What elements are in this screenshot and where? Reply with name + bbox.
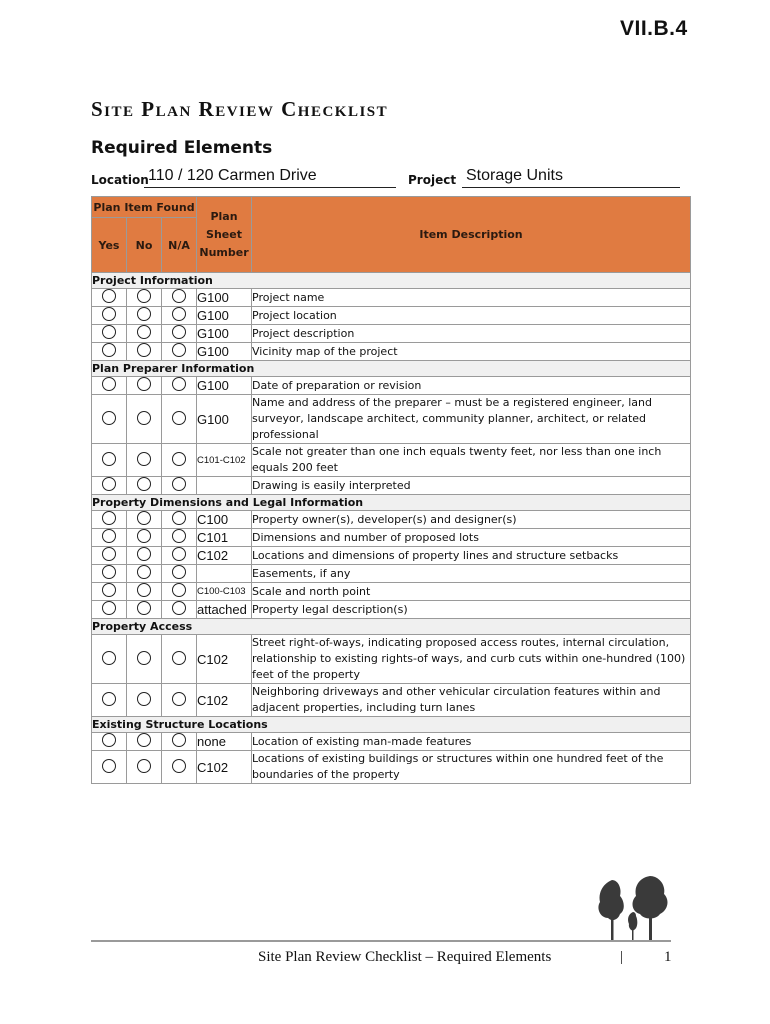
- location-label: Location: [91, 173, 149, 187]
- plan-sheet-cell[interactable]: C102: [197, 635, 252, 684]
- plan-sheet-cell[interactable]: none: [197, 733, 252, 751]
- checklist-row: [92, 307, 691, 325]
- checklist-row: [92, 511, 691, 529]
- checklist-row: [92, 583, 691, 601]
- item-description-cell: Scale and north point: [252, 583, 691, 601]
- na-radio-circle-icon[interactable]: [172, 692, 186, 706]
- plan-sheet-cell[interactable]: C101-C102: [197, 444, 252, 477]
- section-title: Property Dimensions and Legal Information: [92, 495, 691, 511]
- item-description-cell: Property legal description(s): [252, 601, 691, 619]
- trees-logo-icon: [588, 876, 682, 942]
- item-description-cell: Scale not greater than one inch equals twenty feet, nor less than one inch equals 200 feet: [252, 444, 691, 477]
- yes-radio-circle-icon[interactable]: [102, 583, 116, 597]
- plan-sheet-cell[interactable]: G100: [197, 343, 252, 361]
- no-option-cell: [127, 377, 162, 395]
- section-title: Existing Structure Locations: [92, 717, 691, 733]
- item-description-cell: Vicinity map of the project: [252, 343, 691, 361]
- checklist-row: [92, 325, 691, 343]
- checklist-row: [92, 529, 691, 547]
- yes-radio-circle-icon[interactable]: [102, 529, 116, 543]
- yes-radio-circle-icon[interactable]: [102, 289, 116, 303]
- checklist-row: [92, 343, 691, 361]
- section-title: Plan Preparer Information: [92, 361, 691, 377]
- no-radio-circle-icon[interactable]: [137, 565, 151, 579]
- project-label: Project: [408, 173, 457, 187]
- plan-sheet-cell[interactable]: [197, 565, 252, 583]
- na-option-cell: [162, 444, 197, 477]
- yes-radio-circle-icon[interactable]: [102, 325, 116, 339]
- na-radio-circle-icon[interactable]: [172, 529, 186, 543]
- na-radio-circle-icon[interactable]: [172, 759, 186, 773]
- na-option-cell: [162, 547, 197, 565]
- no-radio-circle-icon[interactable]: [137, 601, 151, 615]
- na-option-cell: [162, 601, 197, 619]
- no-option-cell: [127, 751, 162, 784]
- plan-sheet-cell[interactable]: C100-C103: [197, 583, 252, 601]
- yes-option-cell: [92, 547, 127, 565]
- location-field[interactable]: 110 / 120 Carmen Drive: [144, 166, 396, 188]
- yes-option-cell: [92, 684, 127, 717]
- project-field[interactable]: Storage Units: [462, 166, 680, 188]
- yes-radio-circle-icon[interactable]: [102, 377, 116, 391]
- no-radio-circle-icon[interactable]: [137, 651, 151, 665]
- na-option-cell: [162, 377, 197, 395]
- yes-option-cell: [92, 325, 127, 343]
- yes-option-cell: [92, 529, 127, 547]
- section-row: [92, 361, 691, 377]
- plan-sheet-cell[interactable]: [197, 477, 252, 495]
- plan-sheet-cell[interactable]: C102: [197, 547, 252, 565]
- yes-option-cell: [92, 583, 127, 601]
- yes-radio-circle-icon[interactable]: [102, 651, 116, 665]
- document-title: Site Plan Review Checklist: [91, 97, 389, 121]
- no-radio-circle-icon[interactable]: [137, 511, 151, 525]
- no-option-cell: [127, 565, 162, 583]
- na-radio-circle-icon[interactable]: [172, 601, 186, 615]
- yes-option-cell: [92, 343, 127, 361]
- na-radio-circle-icon[interactable]: [172, 307, 186, 321]
- na-radio-circle-icon[interactable]: [172, 325, 186, 339]
- yes-radio-circle-icon[interactable]: [102, 565, 116, 579]
- na-header: N/A: [162, 218, 197, 273]
- no-radio-circle-icon[interactable]: [137, 529, 151, 543]
- page-number: 1: [664, 949, 672, 965]
- table-header-row: [92, 197, 691, 218]
- no-radio-circle-icon[interactable]: [137, 452, 151, 466]
- no-radio-circle-icon[interactable]: [137, 547, 151, 561]
- checklist-table: [91, 196, 691, 784]
- checklist-row: [92, 547, 691, 565]
- item-description-cell: Locations and dimensions of property lines and structure setbacks: [252, 547, 691, 565]
- na-radio-circle-icon[interactable]: [172, 343, 186, 357]
- na-radio-circle-icon[interactable]: [172, 547, 186, 561]
- no-radio-circle-icon[interactable]: [137, 583, 151, 597]
- no-option-cell: [127, 635, 162, 684]
- plan-sheet-cell[interactable]: G100: [197, 325, 252, 343]
- item-description-cell: Street right-of-ways, indicating proposed access routes, internal circulation, relationship to existing rights-of ways, and curb cuts within one-hundred (100) feet of the property: [252, 635, 691, 684]
- yes-option-cell: [92, 511, 127, 529]
- checklist-row: [92, 444, 691, 477]
- yes-option-cell: [92, 565, 127, 583]
- item-description-cell: Project name: [252, 289, 691, 307]
- item-description-cell: Locations of existing buildings or structures within one hundred feet of the boundaries of the property: [252, 751, 691, 784]
- no-option-cell: [127, 343, 162, 361]
- no-option-cell: [127, 511, 162, 529]
- yes-option-cell: [92, 635, 127, 684]
- item-description-cell: Drawing is easily interpreted: [252, 477, 691, 495]
- na-option-cell: [162, 343, 197, 361]
- na-option-cell: [162, 395, 197, 444]
- item-description-header: Item Description: [252, 197, 691, 273]
- plan-sheet-cell[interactable]: G100: [197, 377, 252, 395]
- plan-sheet-cell[interactable]: G100: [197, 289, 252, 307]
- na-radio-circle-icon[interactable]: [172, 411, 186, 425]
- no-option-cell: [127, 477, 162, 495]
- no-radio-circle-icon[interactable]: [137, 477, 151, 491]
- section-row: [92, 273, 691, 289]
- na-radio-circle-icon[interactable]: [172, 733, 186, 747]
- item-description-cell: Location of existing man-made features: [252, 733, 691, 751]
- no-radio-circle-icon[interactable]: [137, 411, 151, 425]
- section-row: [92, 619, 691, 635]
- yes-option-cell: [92, 733, 127, 751]
- yes-radio-circle-icon[interactable]: [102, 452, 116, 466]
- yes-option-cell: [92, 601, 127, 619]
- item-description-cell: Name and address of the preparer – must be a registered engineer, land surveyor, landscape architect, community planner, architect, or related professional: [252, 395, 691, 444]
- plan-sheet-cell[interactable]: C102: [197, 751, 252, 784]
- yes-radio-circle-icon[interactable]: [102, 511, 116, 525]
- yes-radio-circle-icon[interactable]: [102, 547, 116, 561]
- no-option-cell: [127, 289, 162, 307]
- yes-option-cell: [92, 307, 127, 325]
- na-radio-circle-icon[interactable]: [172, 452, 186, 466]
- yes-option-cell: [92, 751, 127, 784]
- checklist-row: [92, 565, 691, 583]
- na-option-cell: [162, 751, 197, 784]
- yes-option-cell: [92, 377, 127, 395]
- na-radio-circle-icon[interactable]: [172, 477, 186, 491]
- no-option-cell: [127, 307, 162, 325]
- no-option-cell: [127, 547, 162, 565]
- na-option-cell: [162, 684, 197, 717]
- plan-item-found-header: Plan Item Found: [92, 197, 197, 218]
- na-option-cell: [162, 733, 197, 751]
- plan-sheet-cell[interactable]: C102: [197, 684, 252, 717]
- checklist-row: [92, 377, 691, 395]
- na-radio-circle-icon[interactable]: [172, 565, 186, 579]
- yes-radio-circle-icon[interactable]: [102, 759, 116, 773]
- yes-radio-circle-icon[interactable]: [102, 477, 116, 491]
- na-option-cell: [162, 477, 197, 495]
- plan-sheet-cell[interactable]: G100: [197, 395, 252, 444]
- na-option-cell: [162, 511, 197, 529]
- footer-title: Site Plan Review Checklist – Required Elements: [258, 949, 552, 965]
- na-option-cell: [162, 289, 197, 307]
- no-option-cell: [127, 733, 162, 751]
- document-subtitle: Required Elements: [91, 138, 273, 158]
- no-option-cell: [127, 444, 162, 477]
- na-option-cell: [162, 325, 197, 343]
- checklist-row: [92, 601, 691, 619]
- plan-sheet-cell[interactable]: C100: [197, 511, 252, 529]
- section-row: [92, 495, 691, 511]
- no-option-cell: [127, 601, 162, 619]
- no-radio-circle-icon[interactable]: [137, 759, 151, 773]
- yes-radio-circle-icon[interactable]: [102, 307, 116, 321]
- plan-sheet-cell[interactable]: C101: [197, 529, 252, 547]
- item-description-cell: Project description: [252, 325, 691, 343]
- na-radio-circle-icon[interactable]: [172, 651, 186, 665]
- checklist-row: [92, 635, 691, 684]
- yes-header: Yes: [92, 218, 127, 273]
- na-radio-circle-icon[interactable]: [172, 511, 186, 525]
- plan-sheet-cell[interactable]: G100: [197, 307, 252, 325]
- yes-option-cell: [92, 289, 127, 307]
- checklist-row: [92, 289, 691, 307]
- no-header: No: [127, 218, 162, 273]
- no-radio-circle-icon[interactable]: [137, 289, 151, 303]
- no-option-cell: [127, 583, 162, 601]
- yes-radio-circle-icon[interactable]: [102, 733, 116, 747]
- plan-sheet-cell[interactable]: attached: [197, 601, 252, 619]
- na-option-cell: [162, 583, 197, 601]
- no-radio-circle-icon[interactable]: [137, 377, 151, 391]
- na-option-cell: [162, 635, 197, 684]
- section-title: Property Access: [92, 619, 691, 635]
- yes-radio-circle-icon[interactable]: [102, 692, 116, 706]
- yes-radio-circle-icon[interactable]: [102, 601, 116, 615]
- plan-sheet-number-header: Plan Sheet Number: [197, 197, 252, 273]
- item-description-cell: Property owner(s), developer(s) and designer(s): [252, 511, 691, 529]
- item-description-cell: Date of preparation or revision: [252, 377, 691, 395]
- yes-option-cell: [92, 444, 127, 477]
- checklist-row: [92, 684, 691, 717]
- no-radio-circle-icon[interactable]: [137, 733, 151, 747]
- footer-divider: [91, 940, 671, 942]
- na-radio-circle-icon[interactable]: [172, 583, 186, 597]
- yes-option-cell: [92, 395, 127, 444]
- section-code: VII.B.4: [620, 17, 688, 40]
- section-title: Project Information: [92, 273, 691, 289]
- yes-radio-circle-icon[interactable]: [102, 343, 116, 357]
- checklist-row: [92, 733, 691, 751]
- no-option-cell: [127, 395, 162, 444]
- no-radio-circle-icon[interactable]: [137, 343, 151, 357]
- no-radio-circle-icon[interactable]: [137, 307, 151, 321]
- item-description-cell: Neighboring driveways and other vehicular circulation features within and adjacent properties, including turn lanes: [252, 684, 691, 717]
- item-description-cell: Easements, if any: [252, 565, 691, 583]
- na-option-cell: [162, 529, 197, 547]
- no-option-cell: [127, 529, 162, 547]
- no-option-cell: [127, 325, 162, 343]
- no-radio-circle-icon[interactable]: [137, 325, 151, 339]
- na-radio-circle-icon[interactable]: [172, 289, 186, 303]
- na-option-cell: [162, 307, 197, 325]
- yes-option-cell: [92, 477, 127, 495]
- no-option-cell: [127, 684, 162, 717]
- checklist-row: [92, 477, 691, 495]
- no-radio-circle-icon[interactable]: [137, 692, 151, 706]
- item-description-cell: Dimensions and number of proposed lots: [252, 529, 691, 547]
- checklist-row: [92, 751, 691, 784]
- checklist-row: [92, 395, 691, 444]
- item-description-cell: Project location: [252, 307, 691, 325]
- yes-radio-circle-icon[interactable]: [102, 411, 116, 425]
- footer-separator: |: [620, 949, 624, 965]
- na-option-cell: [162, 565, 197, 583]
- na-radio-circle-icon[interactable]: [172, 377, 186, 391]
- section-row: [92, 717, 691, 733]
